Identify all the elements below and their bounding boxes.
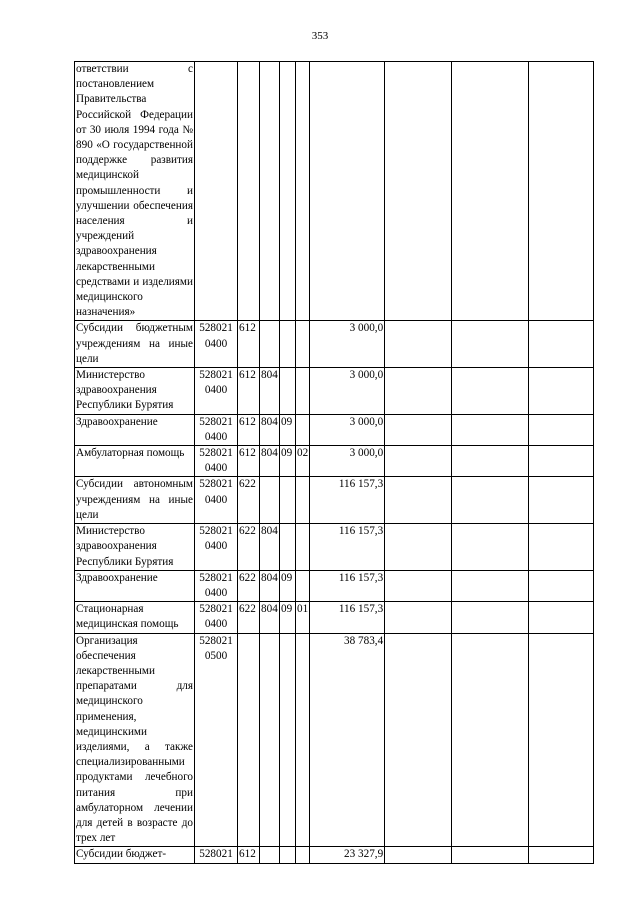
target-article-code: 528021 0400 (195, 570, 238, 601)
item-name: Стационарная медицинская помощь (75, 602, 195, 633)
empty-cell (529, 602, 594, 633)
table-row (75, 477, 594, 524)
subsection-code: 02 (296, 446, 310, 477)
empty-cell (452, 477, 529, 524)
item-name: Субсидии автономным учреждениям на иные цели (75, 477, 195, 524)
target-article-code (195, 62, 238, 321)
page-number: 353 (311, 30, 329, 42)
table-row (75, 368, 594, 415)
ministry-code (260, 633, 280, 847)
table-row (75, 570, 594, 601)
amount: 3 000,0 (310, 414, 385, 445)
amount: 116 157,3 (310, 570, 385, 601)
empty-cell (529, 321, 594, 368)
section-code: 09 (280, 602, 296, 633)
ministry-code: 804 (260, 368, 280, 415)
empty-cell (452, 570, 529, 601)
ministry-code: 804 (260, 524, 280, 571)
item-name: Субсидии бюджетным учреждениям на иные цели (75, 321, 195, 368)
table-row (75, 446, 594, 477)
amount: 116 157,3 (310, 602, 385, 633)
target-article-code: 528021 0400 (195, 477, 238, 524)
subsection-code (296, 847, 310, 863)
expense-type-code: 622 (238, 570, 260, 601)
empty-cell (452, 847, 529, 863)
ministry-code: 804 (260, 414, 280, 445)
subsection-code (296, 524, 310, 571)
target-article-code: 528021 0400 (195, 524, 238, 571)
empty-cell (452, 602, 529, 633)
expense-type-code: 622 (238, 524, 260, 571)
empty-cell (529, 414, 594, 445)
empty-cell (385, 570, 452, 601)
expense-type-code: 612 (238, 368, 260, 415)
subsection-code (296, 368, 310, 415)
amount (310, 62, 385, 321)
empty-cell (529, 570, 594, 601)
section-code: 09 (280, 414, 296, 445)
subsection-code (296, 570, 310, 601)
empty-cell (452, 368, 529, 415)
table-row (75, 847, 594, 863)
empty-cell (385, 477, 452, 524)
table-row (75, 414, 594, 445)
expense-type-code: 612 (238, 321, 260, 368)
amount: 3 000,0 (310, 446, 385, 477)
expense-type-code (238, 633, 260, 847)
table-row (75, 62, 594, 321)
empty-cell (529, 368, 594, 415)
table-row (75, 321, 594, 368)
empty-cell (452, 524, 529, 571)
empty-cell (529, 62, 594, 321)
empty-cell (529, 847, 594, 863)
ministry-code: 804 (260, 446, 280, 477)
amount: 116 157,3 (310, 524, 385, 571)
expense-type-code: 622 (238, 602, 260, 633)
empty-cell (529, 477, 594, 524)
subsection-code (296, 633, 310, 847)
ministry-code (260, 321, 280, 368)
empty-cell (529, 524, 594, 571)
ministry-code: 804 (260, 570, 280, 601)
section-code (280, 62, 296, 321)
empty-cell (529, 633, 594, 847)
target-article-code: 528021 0400 (195, 414, 238, 445)
item-name: Организация обеспечения лекарственными препаратами для медицинского применения, медицинскими изделиями, а также специализированными продуктами лечебного питания при амбулаторном лечении для детей в возрасте до трех лет (75, 633, 195, 847)
item-name: Здравоохранение (75, 414, 195, 445)
ministry-code (260, 477, 280, 524)
empty-cell (452, 633, 529, 847)
section-code: 09 (280, 570, 296, 601)
section-code (280, 368, 296, 415)
table-row (75, 524, 594, 571)
item-name: Субсидии бюджет- (75, 847, 195, 863)
empty-cell (452, 62, 529, 321)
expense-type-code (238, 62, 260, 321)
empty-cell (452, 446, 529, 477)
item-name: ответствии с постановлением Правительства Российской Федерации от 30 июля 1994 года № 890 «О государственной поддержке развития медицинской промышленности и улучшении обеспечения населения и учреждений здравоохранения лекарственными средствами и изделиями медицинского назначения» (75, 62, 195, 321)
empty-cell (385, 321, 452, 368)
item-name: Здравоохранение (75, 570, 195, 601)
ministry-code: 804 (260, 602, 280, 633)
amount: 23 327,9 (310, 847, 385, 863)
ministry-code (260, 847, 280, 863)
empty-cell (385, 414, 452, 445)
table-row (75, 602, 594, 633)
empty-cell (385, 446, 452, 477)
subsection-code (296, 477, 310, 524)
empty-cell (385, 847, 452, 863)
amount: 38 783,4 (310, 633, 385, 847)
subsection-code (296, 62, 310, 321)
section-code (280, 321, 296, 368)
target-article-code: 528021 0500 (195, 633, 238, 847)
subsection-code (296, 321, 310, 368)
section-code (280, 524, 296, 571)
empty-cell (452, 321, 529, 368)
item-name: Министерство здравоохранения Республики Бурятия (75, 368, 195, 415)
amount: 116 157,3 (310, 477, 385, 524)
target-article-code: 528021 0400 (195, 602, 238, 633)
target-article-code: 528021 0400 (195, 368, 238, 415)
expense-type-code: 612 (238, 446, 260, 477)
target-article-code: 528021 0400 (195, 321, 238, 368)
amount: 3 000,0 (310, 368, 385, 415)
section-code (280, 477, 296, 524)
empty-cell (452, 414, 529, 445)
empty-cell (385, 602, 452, 633)
subsection-code: 01 (296, 602, 310, 633)
expense-type-code: 612 (238, 847, 260, 863)
amount: 3 000,0 (310, 321, 385, 368)
empty-cell (385, 62, 452, 321)
target-article-code: 528021 0400 (195, 446, 238, 477)
subsection-code (296, 414, 310, 445)
section-code (280, 633, 296, 847)
budget-table (74, 61, 594, 864)
expense-type-code: 622 (238, 477, 260, 524)
empty-cell (385, 524, 452, 571)
empty-cell (529, 446, 594, 477)
item-name: Амбулаторная помощь (75, 446, 195, 477)
section-code (280, 847, 296, 863)
ministry-code (260, 62, 280, 321)
section-code: 09 (280, 446, 296, 477)
item-name: Министерство здравоохранения Республики Бурятия (75, 524, 195, 571)
target-article-code: 528021 (195, 847, 238, 863)
table-row (75, 633, 594, 847)
empty-cell (385, 633, 452, 847)
empty-cell (385, 368, 452, 415)
expense-type-code: 612 (238, 414, 260, 445)
